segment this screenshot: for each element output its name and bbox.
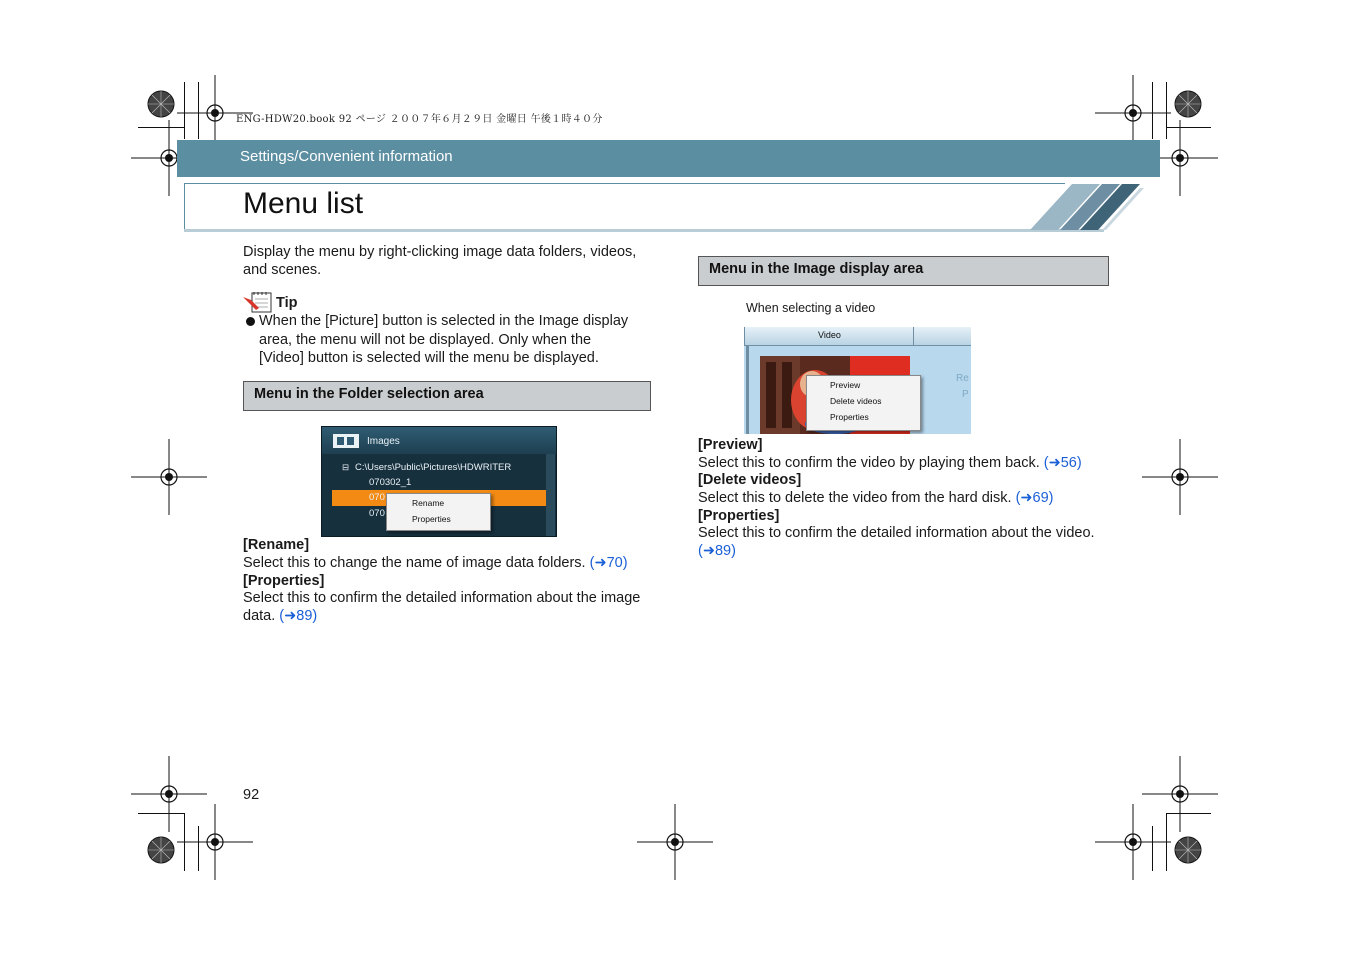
folder-properties-ref-link[interactable]: (➜89) [279,608,318,624]
film-strip-icon [333,434,359,448]
collapse-box-icon: ⊟ [342,462,350,472]
print-info: ENG-HDW20.book 92 ページ ２００７年６月２９日 金曜日 午後１時４０分 [236,114,603,125]
folder-menu-screenshot [321,426,557,537]
title-stripes-decoration [1020,182,1145,232]
delete-videos-ref-link[interactable]: (➜69) [1015,490,1054,506]
tip-line-1: When the [Picture] button is selected in the Image display [259,313,629,329]
screenshot-side-text-1: Re [956,373,969,384]
tip-bullet [246,317,255,326]
context-item-video-properties: Properties [830,412,869,422]
folder-properties-desc-line-2: data. (➜89) [243,608,318,624]
tip-label: Tip [276,295,298,311]
rename-term: [Rename] [243,537,310,553]
rename-desc: Select this to change the name of image data folders. (➜70) [243,555,628,571]
context-item-preview: Preview [830,380,861,390]
section-header-band [177,140,1160,177]
tip-notepad-icon [243,291,273,313]
video-caption: When selecting a video [746,301,876,315]
rename-ref-link[interactable]: (➜70) [589,555,628,571]
screenshot-left-edge [746,346,749,434]
title-box [184,183,1065,230]
screenshot-side-text-2: P [962,389,969,400]
folder-section-heading-bar [243,381,651,411]
delete-videos-desc: Select this to delete the video from the hard disk. (➜69) [698,490,1054,506]
screenshot-context-menu [386,493,491,531]
screenshot-images-label: Images [367,436,400,447]
screenshot-folder-2: 070 [369,492,385,503]
folder-properties-term: [Properties] [243,573,325,589]
screenshot-path: C:\Users\Public\Pictures\HDWRITER [355,462,512,473]
page-title: Menu list [243,187,364,220]
title-underline [184,229,1104,232]
screenshot-video-tab-label: Video [818,330,841,340]
video-properties-ref-link[interactable]: (➜89) [698,543,736,559]
screenshot-scrollbar [546,454,555,536]
screenshot-video-context-menu [806,375,921,431]
context-item-delete-videos: Delete videos [830,396,882,406]
video-properties-desc: Select this to confirm the detailed information about the video. [698,525,1095,541]
screenshot-folder-1: 070302_1 [369,477,412,488]
tip-line-3: [Video] button is selected will the menu be displayed. [259,350,599,366]
intro-paragraph: Display the menu by right-clicking image data folders, videos, and scenes. [243,244,637,278]
image-section-heading-bar [698,256,1109,286]
video-properties-term: [Properties] [698,508,780,524]
preview-term: [Preview] [698,437,763,453]
preview-ref-link[interactable]: (➜56) [1043,455,1082,471]
context-item-properties: Properties [412,514,451,524]
folder-properties-desc-line-1: Select this to confirm the detailed information about the image [243,590,641,606]
preview-desc: Select this to confirm the video by playing them back. (➜56) [698,455,1082,471]
screenshot-folder-3: 070 [369,508,385,519]
context-item-rename: Rename [412,498,445,508]
folder-section-heading: Menu in the Folder selection area [254,386,484,402]
video-menu-screenshot [744,327,971,434]
image-section-heading: Menu in the Image display area [709,261,924,277]
delete-videos-term: [Delete videos] [698,472,802,488]
tip-line-2: area, the menu will not be displayed. Only when the [259,332,592,348]
page-number: 92 [243,787,260,803]
section-header-label: Settings/Convenient information [240,148,453,165]
